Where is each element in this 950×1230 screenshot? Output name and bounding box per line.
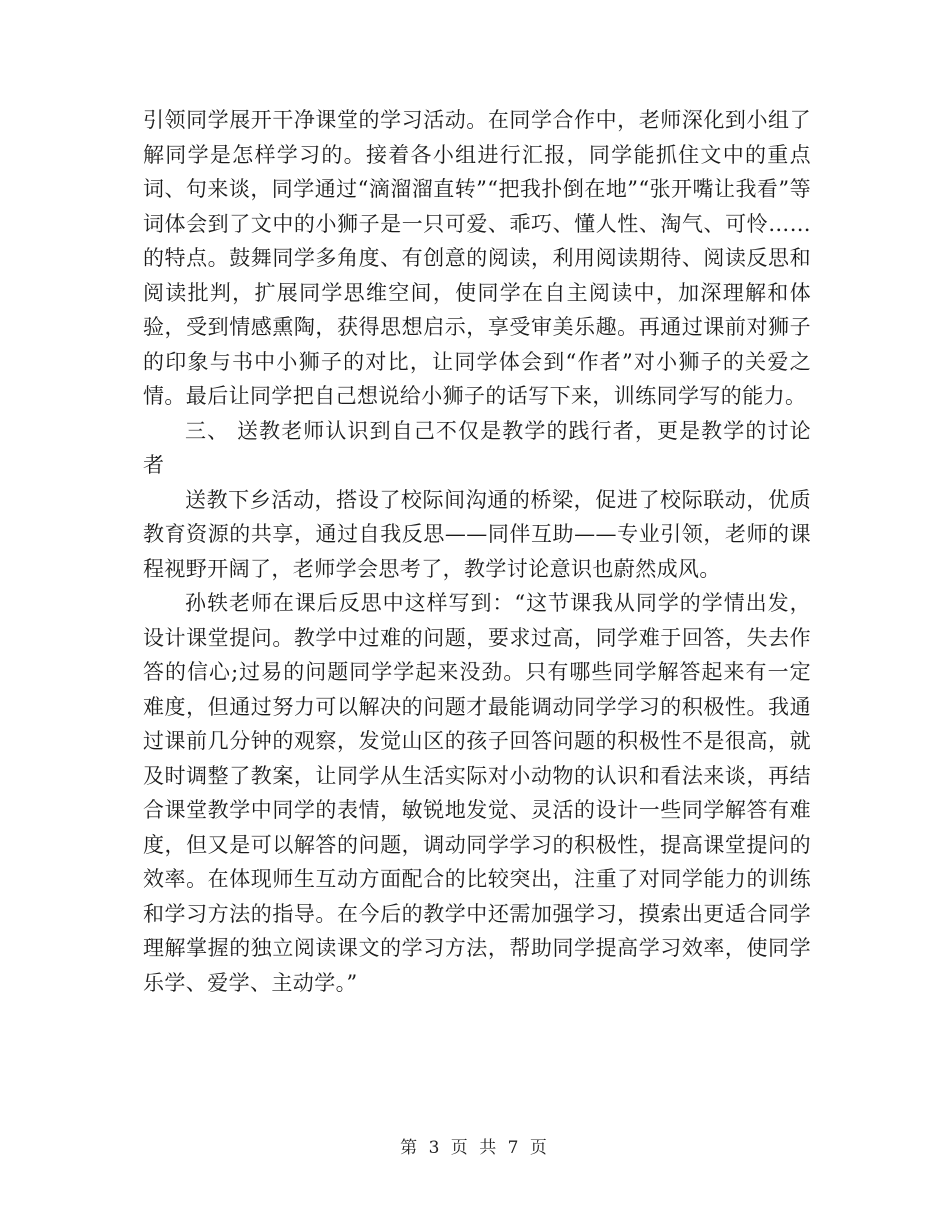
section-heading: 三、 送教老师认识到自己不仅是教学的践行者，更是教学的讨论者: [143, 418, 811, 477]
paragraph-continuation: 引领同学展开干净课堂的学习活动。在同学合作中，老师深化到小组了解同学是怎样学习的。接着各小组进行汇报，同学能抓住文中的重点词、句来谈，同学通过“滴溜溜直转”“把我扑倒在地”“张开嘴让我看”等词体会到了文中的小狮子是一只可爱、乖巧、懂人性、淘气、可怜……的特点。鼓舞同学多角度、有创意的阅读，利用阅读期待、阅读反思和阅读批判，扩展同学思维空间，使同学在自主阅读中，加深理解和体验，受到情感熏陶，获得思想启示，享受审美乐趣。再通过课前对狮子的印象与书中小狮子的对比，让同学体会到“作者”对小狮子的关爱之情。最后让同学把自己想说给小狮子的话写下来，训练同学写的能力。: [143, 108, 811, 408]
document-body: [143, 103, 811, 1000]
paragraph: 孙轶老师在课后反思中这样写到：“这节课我从同学的学情出发，设计课堂提问。教学中过难的问题，要求过高，同学难于回答，失去作答的信心;过易的问题同学学起来没劲。只有哪些同学解答起来有一定难度，但通过努力可以解决的问题才最能调动同学学习的积极性。我通过课前几分钟的观察，发觉山区的孩子回答问题的积极性不是很高，就及时调整了教案，让同学从生活实际对小动物的认识和看法来谈，再结合课堂教学中同学的表情，敏锐地发觉、灵活的设计一些同学解答有难度，但又是可以解答的问题，调动同学学习的积极性，提高课堂提问的效率。在体现师生互动方面配合的比较突出，注重了对同学能力的训练和学习方法的指导。在今后的教学中还需加强学习，摸索出更适合同学理解掌握的独立阅读课文的学习方法，帮助同学提高学习效率，使同学乐学、爱学、主动学。”: [143, 591, 811, 995]
paragraph: 送教下乡活动，搭设了校际间沟通的桥梁，促进了校际联动，优质教育资源的共享，通过自我反思——同伴互助——专业引领，老师的课程视野开阔了，老师学会思考了，教学讨论意识也蔚然成风。: [143, 487, 811, 581]
page-number: 第 3 页 共 7 页: [400, 1138, 550, 1158]
